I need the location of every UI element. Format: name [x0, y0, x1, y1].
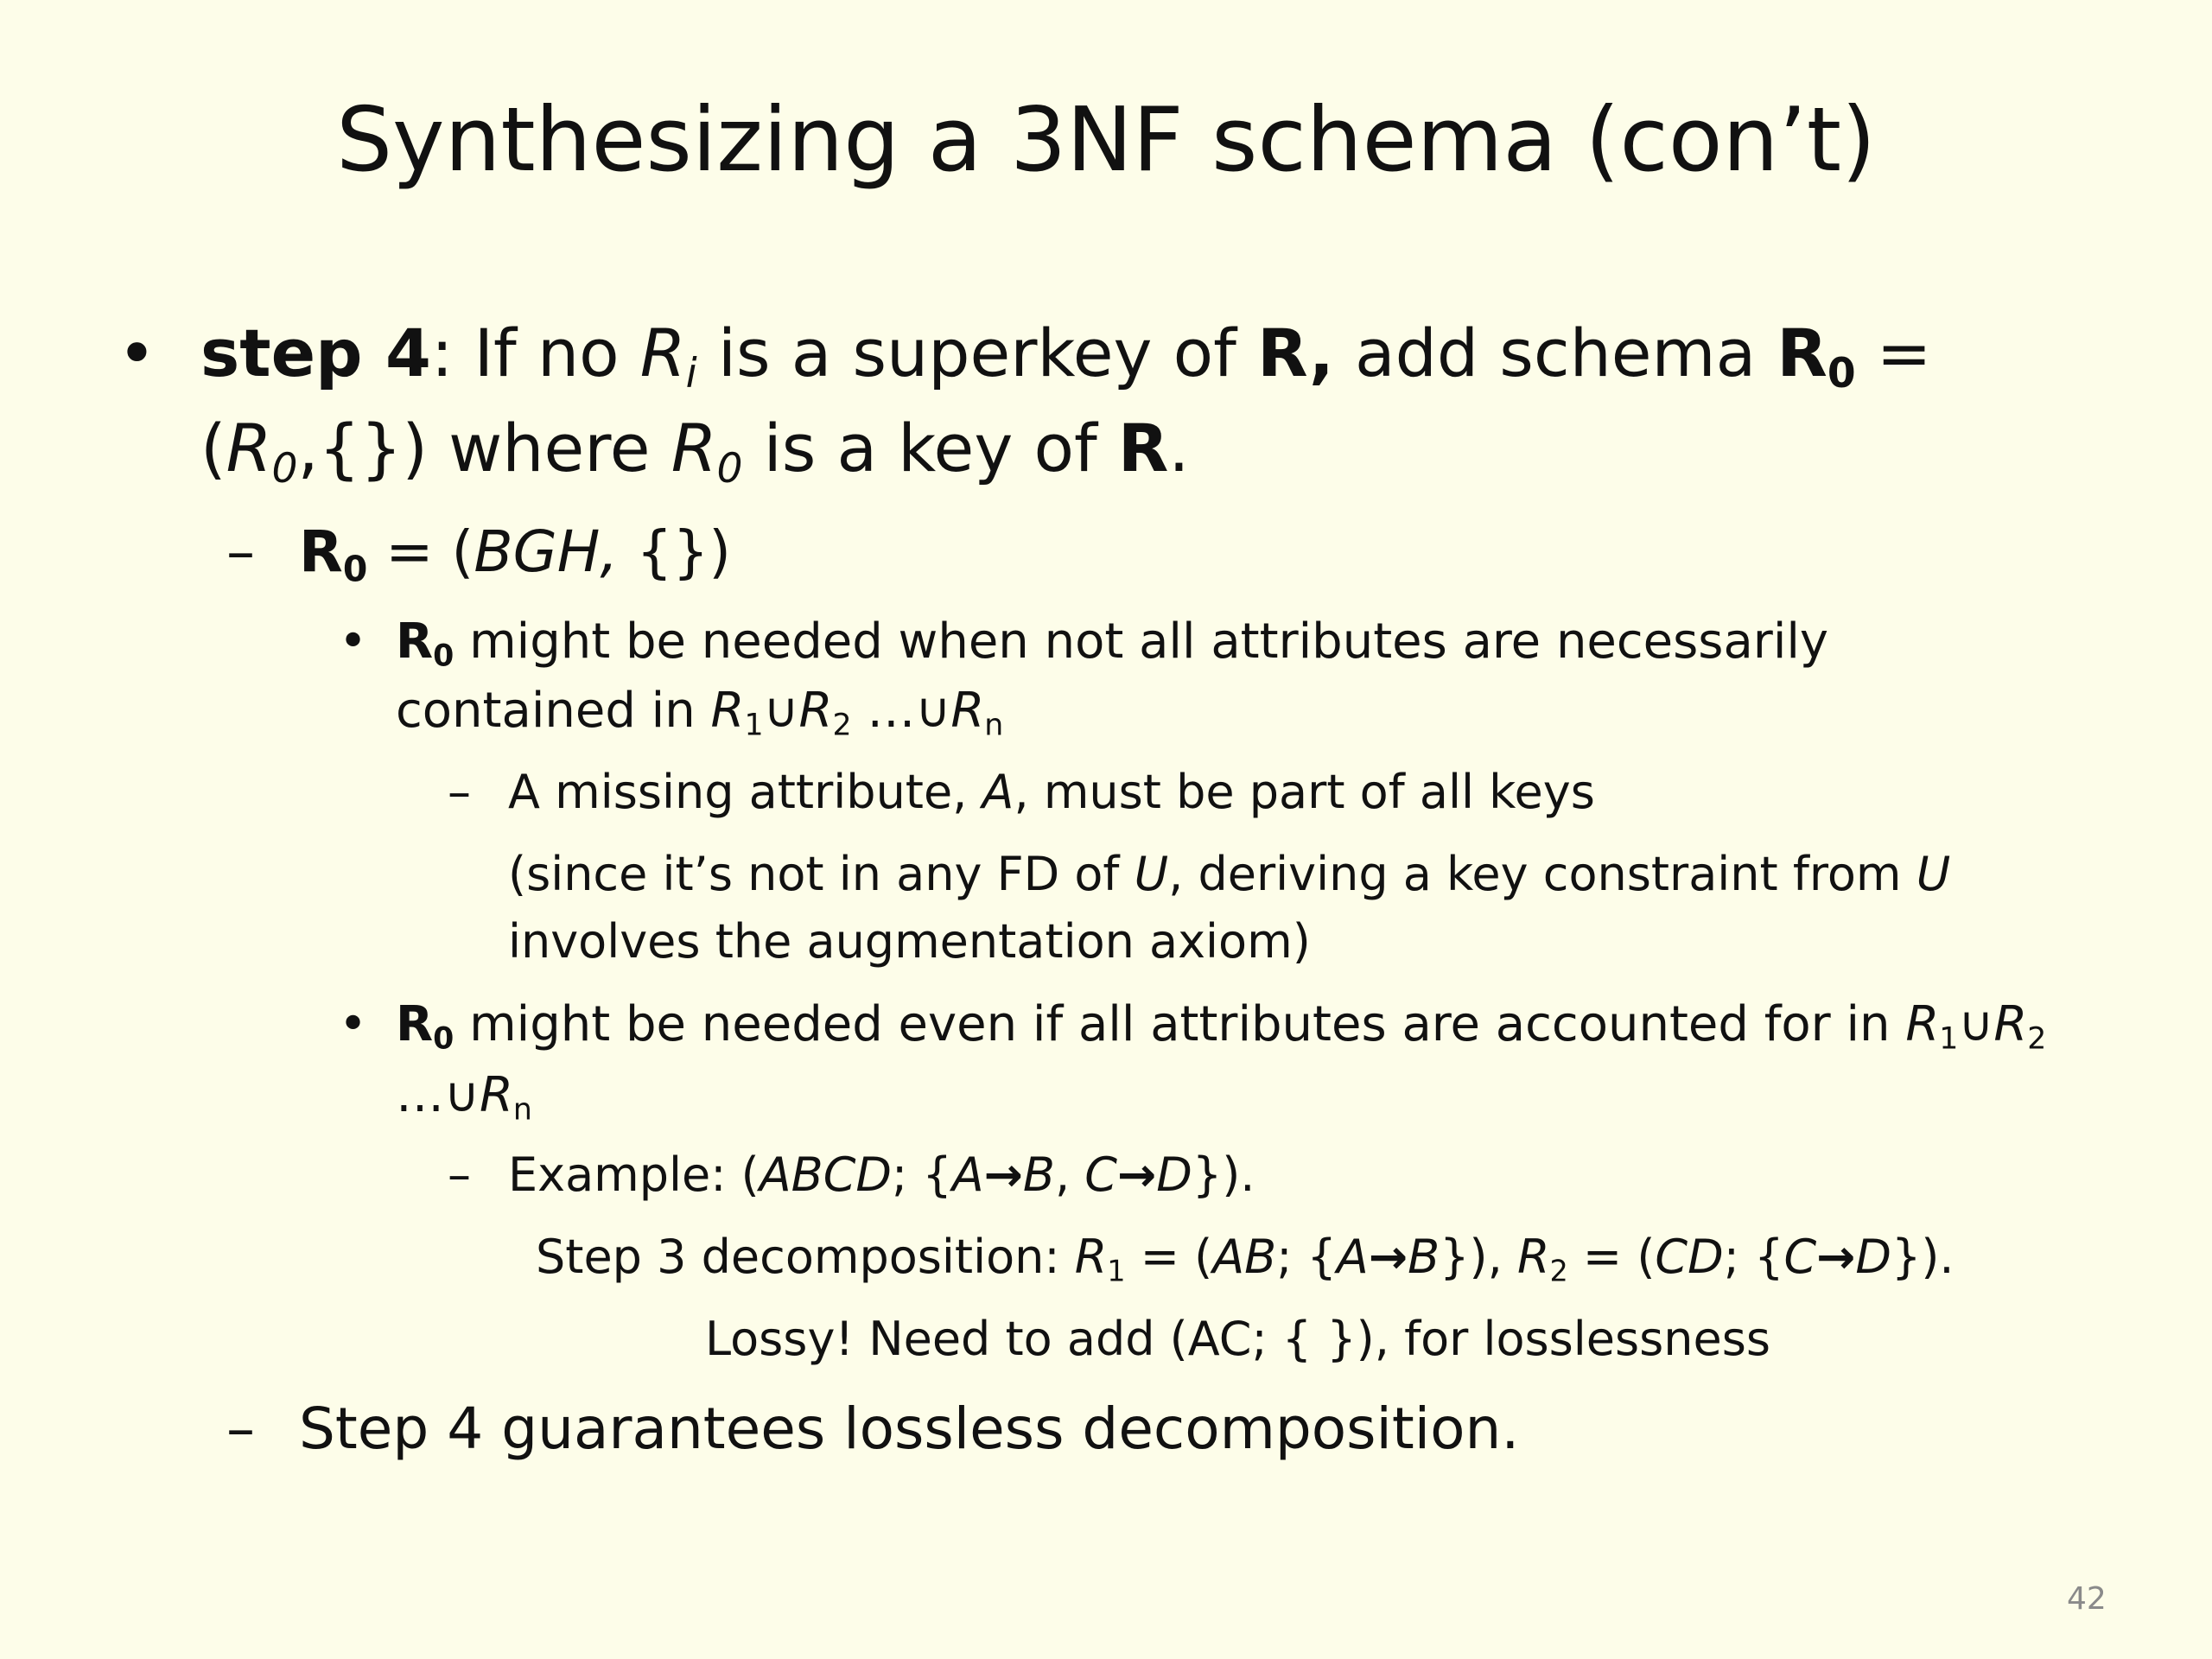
lossy-note: Lossy! Need to add (AC; { }), for losslessness — [705, 1312, 1771, 1366]
need2-line-2: $\dots\cup R_n$ — [396, 1067, 532, 1128]
bullet-glyph: • — [339, 996, 368, 1052]
need2-line-1: $R_0$ might be needed even if all attributes are accounted for in $R_1\cup R_2$ — [396, 996, 2047, 1057]
dash-glyph: – — [226, 1395, 255, 1462]
step3-decomposition-line: Step 3 decomposition: $R_1 = (AB$; {A→B}), $R_2 = (CD$; {C→D}). — [536, 1230, 1955, 1288]
missing-line-3: involves the augmentation axiom) — [508, 914, 1311, 969]
need1-line-1: $R_0$ might be needed when not all attributes are necessarily — [396, 613, 1829, 674]
slide-title: Synthesizing a 3NF schema (con’t) — [336, 89, 1876, 192]
dash-glyph: – — [226, 518, 255, 585]
guarantee-line: Step 4 guarantees lossless decomposition. — [299, 1395, 1520, 1462]
example-line: Example: (ABCD; {A→B, C→D}). — [508, 1147, 1255, 1202]
bullet-glyph: • — [118, 315, 156, 391]
page-number: 42 — [2067, 1581, 2107, 1617]
bullet-glyph: • — [339, 613, 368, 670]
step4-line-2: $(R_0,\{\})$ where $R_0$ is a key of R. — [200, 410, 1190, 493]
missing-line-2: (since it’s not in any FD of U, deriving a key constraint from U — [508, 847, 1951, 901]
missing-line-1: A missing attribute, A, must be part of all keys — [508, 765, 1595, 819]
need1-line-2: contained in $R_1\cup R_2$ $\dots\cup R_n$ — [396, 683, 1004, 743]
r0-definition: $R_0 = (BGH$, {}) — [299, 518, 732, 590]
dash-glyph: – — [448, 765, 471, 819]
dash-glyph: – — [448, 1147, 471, 1202]
step4-line-1: step 4: If no $R_i$ is a superkey of R, add schema $R_0$ = — [200, 315, 1932, 398]
step4-label: step 4 — [200, 315, 431, 391]
